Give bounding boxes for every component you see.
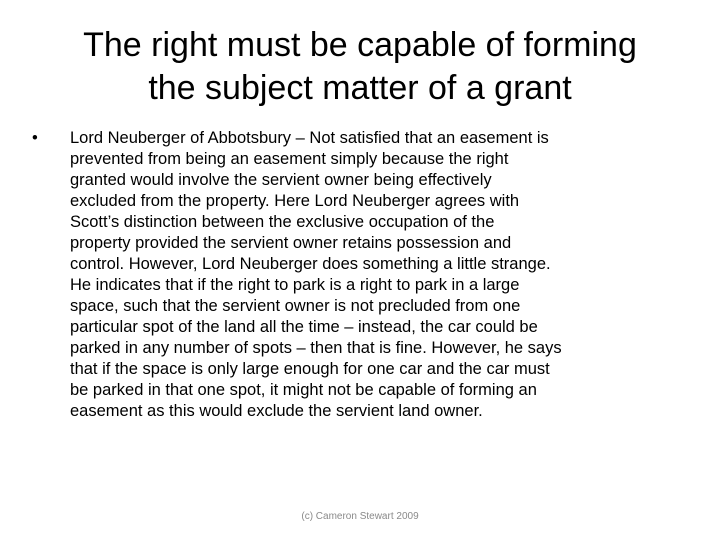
bullet-text-line: prevented from being an easement simply because the right (70, 150, 509, 168)
bullet-text-line: be parked in that one spot, it might not be capable of forming an (70, 381, 537, 399)
bullet-text-line: Scott’s distinction between the exclusive occupation of the (70, 213, 495, 231)
bullet-text-line: easement as this would exclude the servient land owner. (70, 402, 483, 420)
bullet-text-line: particular spot of the land all the time – instead, the car could be (70, 318, 538, 336)
bullet-text-line: Lord Neuberger of Abbotsbury – Not satisfied that an easement is (70, 129, 549, 147)
slide-title (30, 24, 690, 110)
bullet-list (32, 128, 682, 422)
bullet-text-line: parked in any number of spots – then that is fine. However, he says (70, 339, 562, 357)
bullet-text-line: property provided the servient owner retains possession and (70, 234, 512, 252)
bullet-text-line: excluded from the property. Here Lord Neuberger agrees with (70, 192, 520, 210)
bullet-text-line: granted would involve the servient owner being effectively (70, 171, 492, 189)
bullet-icon: • (32, 129, 38, 147)
bullet-item (32, 128, 682, 422)
bullet-text-line: space, such that the servient owner is not precluded from one (70, 297, 521, 315)
copyright-footer: (c) Cameron Stewart 2009 (301, 511, 419, 522)
bullet-text-line: that if the space is only large enough for one car and the car must (70, 360, 550, 378)
bullet-text-line: control. However, Lord Neuberger does something a little strange. (70, 255, 551, 273)
title-line-2: the subject matter of a grant (148, 69, 572, 107)
title-line-1: The right must be capable of forming (83, 26, 637, 64)
bullet-text-line: He indicates that if the right to park is a right to park in a large (70, 276, 520, 294)
